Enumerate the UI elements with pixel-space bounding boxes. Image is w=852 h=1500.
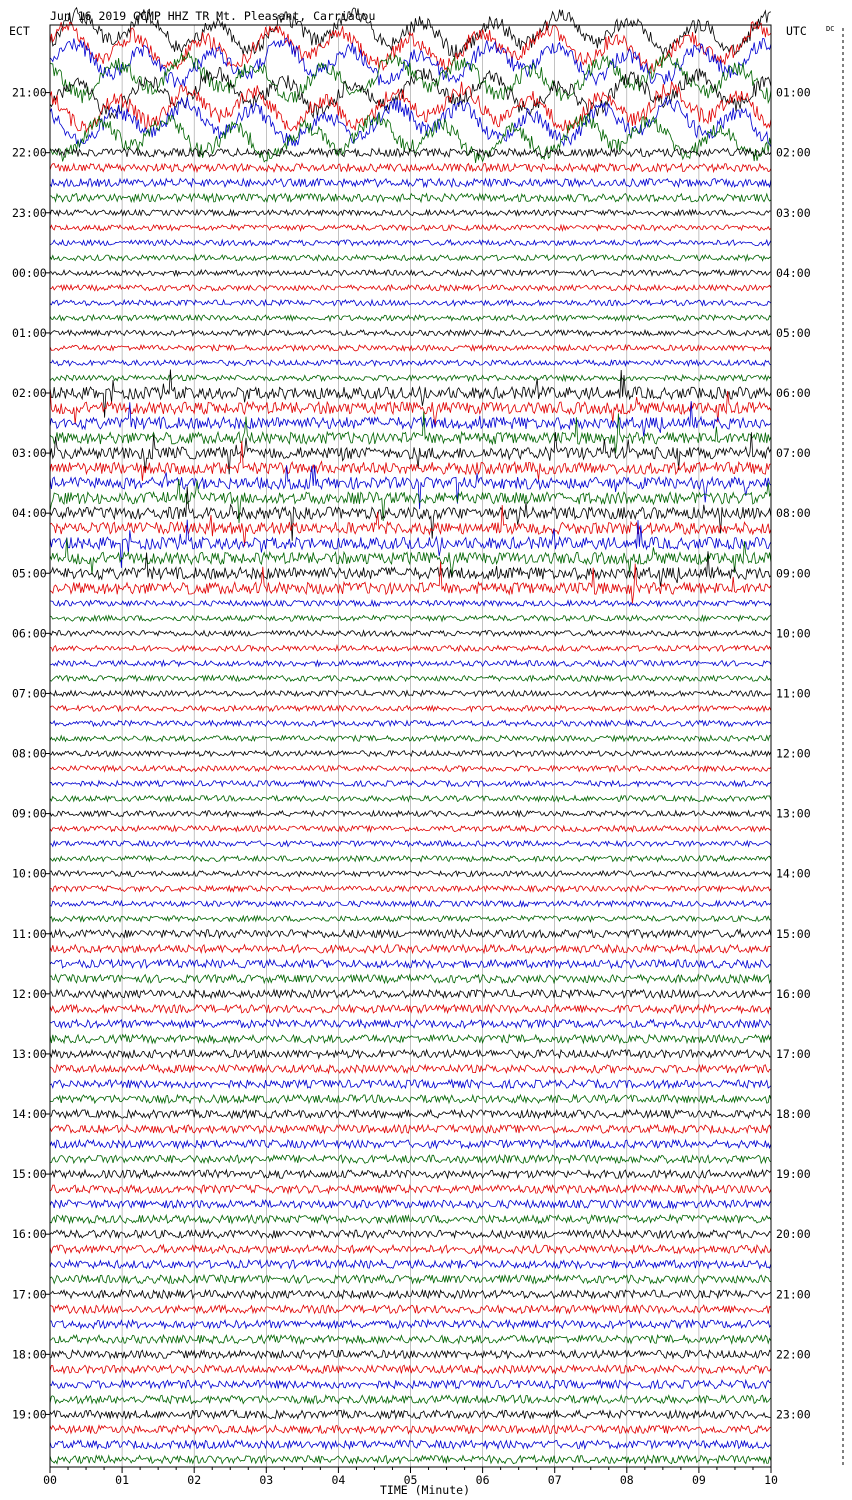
left-hour-label: 12:00 bbox=[12, 986, 47, 1001]
right-hour-label: 19:00 bbox=[776, 1167, 811, 1182]
right-hour-label: 20:00 bbox=[776, 1227, 811, 1242]
right-hour-label: 01:00 bbox=[776, 85, 811, 100]
left-hour-label: 02:00 bbox=[12, 386, 47, 401]
left-hour-label: 10:00 bbox=[12, 866, 47, 881]
right-hour-label: 04:00 bbox=[776, 265, 811, 280]
left-hour-label: 07:00 bbox=[12, 686, 47, 701]
x-axis-label: TIME (Minute) bbox=[379, 1483, 471, 1497]
left-hour-label: 14:00 bbox=[12, 1107, 47, 1122]
right-hour-label: 08:00 bbox=[776, 506, 811, 521]
left-hour-label: 16:00 bbox=[12, 1227, 47, 1242]
right-axis-label: UTC bbox=[786, 24, 807, 38]
left-hour-label: 18:00 bbox=[12, 1347, 47, 1362]
dc-label: DC bbox=[826, 25, 835, 33]
left-hour-label: 13:00 bbox=[12, 1046, 47, 1061]
left-hour-label: 01:00 bbox=[12, 325, 47, 340]
left-hour-label: 04:00 bbox=[12, 506, 47, 521]
right-hour-label: 21:00 bbox=[776, 1287, 811, 1302]
right-hour-label: 09:00 bbox=[776, 566, 811, 581]
left-hour-label: 19:00 bbox=[12, 1407, 47, 1422]
x-tick-label: 06 bbox=[475, 1473, 490, 1487]
right-hour-label: 05:00 bbox=[776, 325, 811, 340]
left-hour-label: 22:00 bbox=[12, 145, 47, 160]
right-hour-label: 17:00 bbox=[776, 1046, 811, 1061]
x-tick-label: 02 bbox=[187, 1473, 202, 1487]
x-tick-label: 08 bbox=[619, 1473, 634, 1487]
right-hour-label: 14:00 bbox=[776, 866, 811, 881]
x-tick-label: 00 bbox=[43, 1473, 57, 1487]
left-hour-label: 21:00 bbox=[12, 85, 47, 100]
left-hour-label: 03:00 bbox=[12, 446, 47, 461]
left-hour-label: 00:00 bbox=[12, 265, 47, 280]
left-hour-label: 09:00 bbox=[12, 806, 47, 821]
left-hour-label: 15:00 bbox=[12, 1167, 47, 1182]
x-tick-label: 04 bbox=[331, 1473, 346, 1487]
right-hour-label: 15:00 bbox=[776, 926, 811, 941]
x-tick-label: 07 bbox=[547, 1473, 562, 1487]
right-hour-label: 11:00 bbox=[776, 686, 811, 701]
chart-title: Jun 16 2019 GCMP HHZ TR Mt. Pleasant, Carriacou bbox=[50, 9, 376, 23]
right-hour-label: 02:00 bbox=[776, 145, 811, 160]
left-hour-label: 08:00 bbox=[12, 746, 47, 761]
left-hour-label: 17:00 bbox=[12, 1287, 47, 1302]
left-axis-label: ECT bbox=[9, 24, 30, 38]
left-hour-label: 06:00 bbox=[12, 626, 47, 641]
x-tick-label: 03 bbox=[259, 1473, 274, 1487]
left-hour-label: 05:00 bbox=[12, 566, 47, 581]
right-hour-label: 18:00 bbox=[776, 1107, 811, 1122]
right-hour-label: 12:00 bbox=[776, 746, 811, 761]
right-hour-label: 07:00 bbox=[776, 446, 811, 461]
x-tick-label: 01 bbox=[115, 1473, 130, 1487]
right-hour-label: 06:00 bbox=[776, 386, 811, 401]
x-tick-label: 09 bbox=[691, 1473, 706, 1487]
right-hour-label: 16:00 bbox=[776, 986, 811, 1001]
right-hour-label: 03:00 bbox=[776, 205, 811, 220]
right-hour-label: 23:00 bbox=[776, 1407, 811, 1422]
x-tick-label: 05 bbox=[403, 1473, 418, 1487]
left-hour-label: 11:00 bbox=[12, 926, 47, 941]
right-hour-label: 10:00 bbox=[776, 626, 811, 641]
right-hour-label: 22:00 bbox=[776, 1347, 811, 1362]
x-tick-label: 10 bbox=[764, 1473, 778, 1487]
right-hour-label: 13:00 bbox=[776, 806, 811, 821]
left-hour-label: 23:00 bbox=[12, 205, 47, 220]
